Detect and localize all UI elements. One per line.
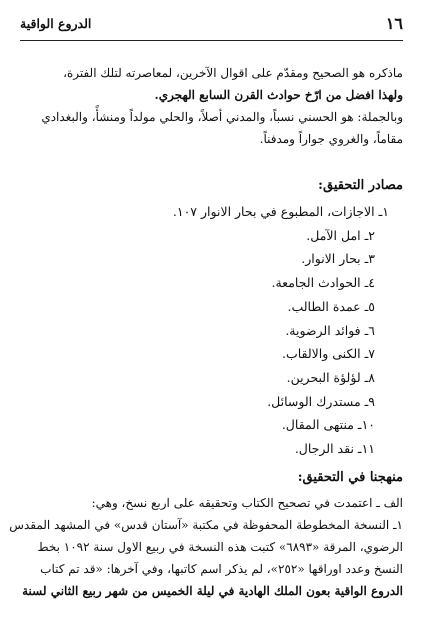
source-item: ٥ـ عمدة الطالب. bbox=[287, 298, 375, 314]
method-line: الدروع الواقية بعون الملك الهادية في ليلة الخميس من شهر ربيع الثاني لسنة bbox=[22, 584, 403, 598]
method-line: ١ـ النسخة المخطوطة المحفوظة في مكتبة «آستان قدس» في المشهد المقدس bbox=[9, 518, 403, 532]
intro-line: مقاماً، والغروي جواراً ومدفناً. bbox=[259, 132, 403, 146]
method-line: النسخ وعدد اوراقها «٢٥٢»، لم يذكر اسم كاتبها، وفي آخرها: «قد تم كتاب bbox=[40, 562, 403, 576]
intro-paragraph bbox=[16, 62, 403, 150]
intro-line: ماذكره هو الصحيح ومقدّم على اقوال الآخرين، لمعاصرته لتلك الفترة، bbox=[63, 66, 403, 80]
source-item: ٧ـ الكنى والالقاب. bbox=[281, 346, 375, 362]
method-paragraph bbox=[9, 492, 403, 602]
running-title: الدروع الواقية bbox=[20, 16, 92, 31]
sources-list bbox=[20, 200, 389, 461]
source-item: ٨ـ لؤلؤة البحرين. bbox=[286, 369, 375, 385]
page-number: ١٦ bbox=[385, 14, 403, 33]
source-item: ٦ـ فوائد الرضوية. bbox=[285, 322, 375, 338]
page-header bbox=[20, 14, 403, 41]
intro-line: وبالجملة: هو الحسني نسباً، والمدني أصلاً، والحلي مولداً ومنشأً، والبغدادي bbox=[41, 110, 403, 124]
source-item: ٩ـ مستدرك الوسائل. bbox=[267, 393, 375, 409]
source-item: ٣ـ بحار الانوار. bbox=[301, 251, 375, 267]
source-item: ١٠ـ منتهى المقال. bbox=[281, 417, 375, 433]
method-line: الف ـ اعتمدت في تصحيح الكتاب وتحقيقه على اربع نسخ، وهي: bbox=[91, 496, 403, 510]
source-item: ١ـ الاجازات، المطبوع في بحار الانوار ١٠٧. bbox=[172, 204, 389, 219]
source-item: ٤ـ الحوادث الجامعة. bbox=[271, 275, 375, 291]
method-heading: منهجنا في التحقيق: bbox=[297, 470, 403, 485]
source-item: ١١ـ نقد الرجال. bbox=[294, 441, 375, 457]
source-item: ٢ـ امل الآمل. bbox=[306, 227, 375, 243]
intro-line: ولهذا افضل من ارّخ حوادث القرن السابع الهجري. bbox=[154, 88, 403, 102]
method-line: الرضوي، المرقة «٦٨٩٣» كتبت هذه النسخة في ربيع الاول سنة ١٠٩٢ بخط bbox=[37, 540, 403, 554]
sources-heading: مصادر التحقيق: bbox=[318, 178, 403, 193]
